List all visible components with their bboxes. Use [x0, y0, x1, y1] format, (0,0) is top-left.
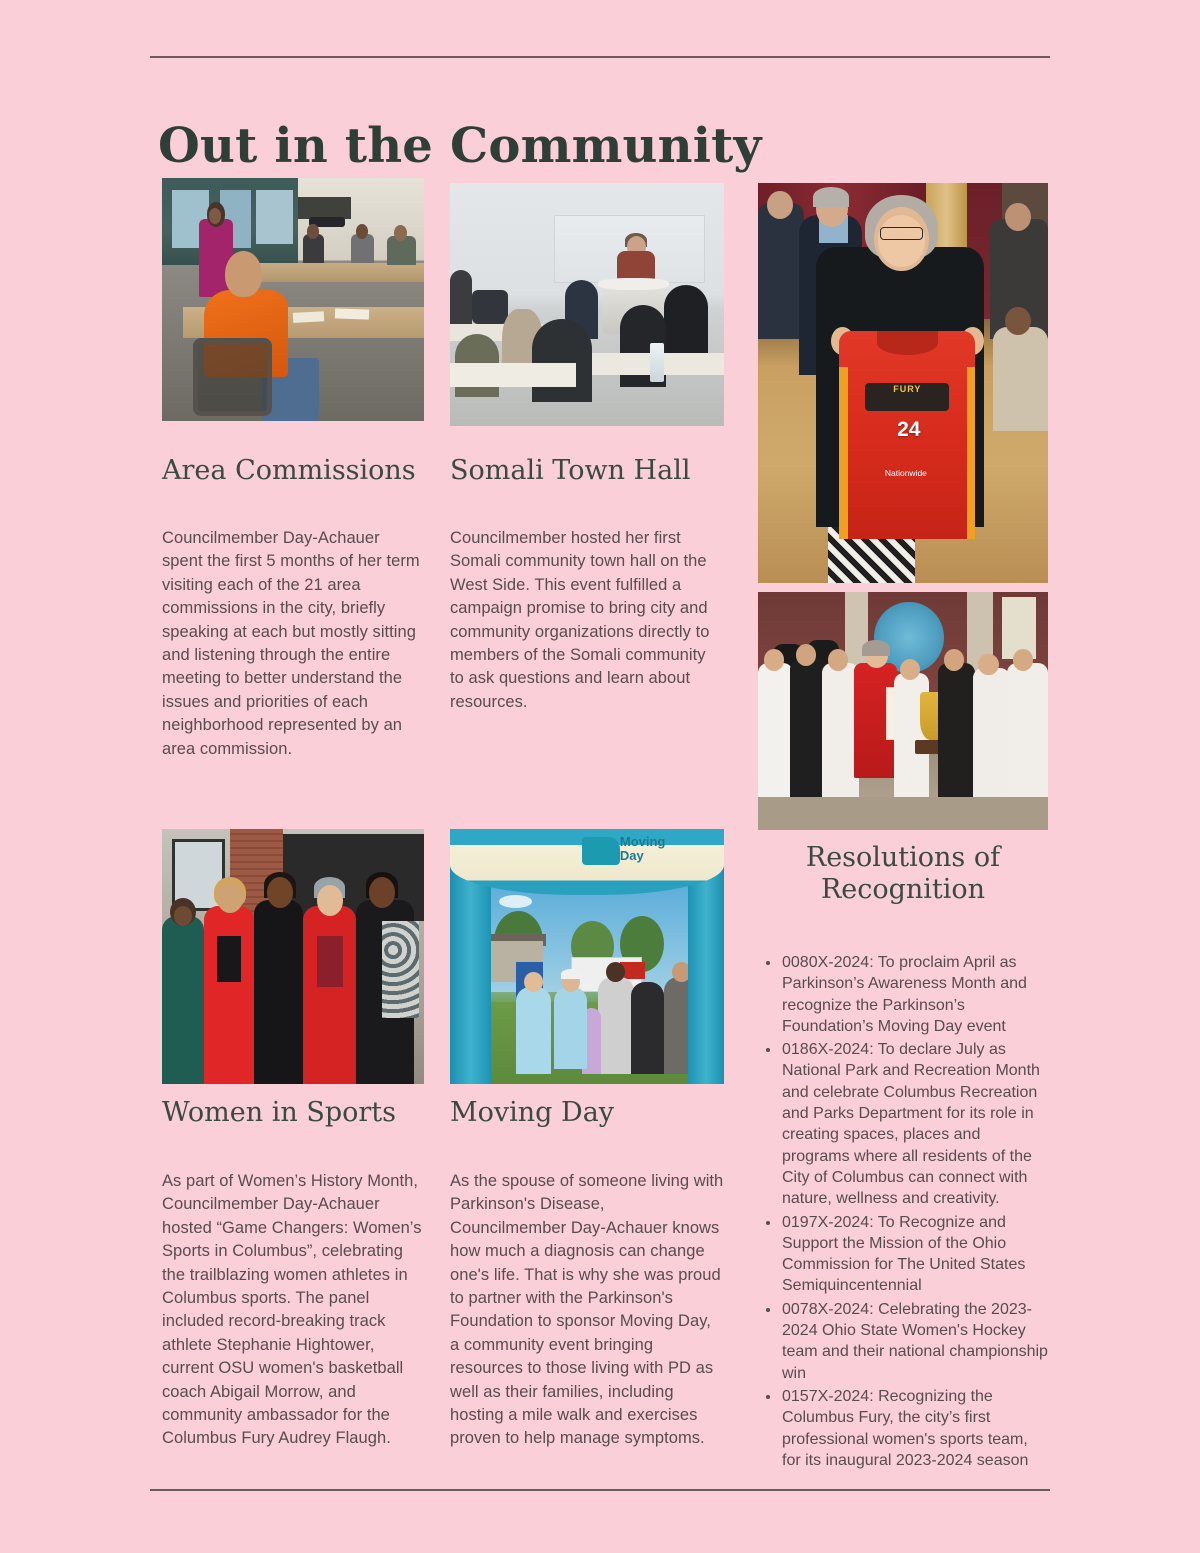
body-area-commissions: Councilmember Day-Achauer spent the first 5 months of her term visiting each of the 21 area commissions in the city, briefly speaking at each but mostly sitting and listening through the entire meeting to better understand the issues and priorities of each neighborhood represented by an area commission. — [162, 529, 420, 758]
photo-area-commissions-scene — [162, 178, 424, 421]
panelist-black-outfit — [254, 900, 304, 1084]
seated-person — [993, 327, 1048, 431]
paper-document — [293, 311, 325, 322]
moving-day-logo-icon — [582, 837, 620, 865]
list-item: 0080X-2024: To proclaim April as Parkinson’s Awareness Month and recognize the Parkinson’s Foundation’s Moving Day event — [780, 952, 1048, 1037]
heading-resolutions-line2: Recognition — [820, 874, 986, 906]
body-area-commissions-wrap — [162, 527, 424, 761]
photo-osu-hockey-team-scene — [758, 592, 1048, 830]
jersey-neckline — [877, 331, 938, 355]
event-attendee — [598, 977, 634, 1074]
section-women-in-sports — [162, 1097, 424, 1129]
jersey-sponsor-logo: Nationwide — [884, 468, 927, 478]
paper-document — [335, 309, 369, 320]
bystander-head — [767, 191, 793, 219]
councilmember-face — [878, 215, 924, 267]
page-title: Out in the Community — [158, 118, 762, 175]
conference-table-back — [241, 263, 424, 282]
councilmember-hair — [862, 640, 890, 657]
podium-top — [598, 278, 669, 290]
photo-moving-day-scene — [450, 829, 724, 1084]
panelist-graphic-tee — [217, 936, 241, 982]
panelist-teal-dress — [162, 916, 204, 1084]
resolutions-list — [758, 952, 1048, 1471]
photo-area-commissions — [162, 178, 424, 421]
panelist-head — [267, 877, 293, 908]
player-head — [944, 649, 964, 670]
photo-moving-day — [450, 829, 724, 1084]
photo-osu-hockey-team — [758, 592, 1048, 830]
player-head — [828, 649, 848, 670]
section-moving-day — [450, 1097, 724, 1129]
panelist-face — [174, 906, 192, 926]
jersey-stripe — [839, 367, 848, 539]
team-player — [1007, 663, 1048, 796]
list-item: 0186X-2024: To declare July as National Park and Recreation Month and celebrate Columbus Recreation and Parks Department for its role in creating spaces, places and programs where all residents of the City of Columbus can connect with nature, wellness and creativity. — [780, 1039, 1048, 1209]
attendee-head — [394, 225, 407, 241]
photo-women-in-sports-scene — [162, 829, 424, 1084]
event-attendee — [631, 982, 664, 1074]
section-area-commissions — [162, 455, 424, 487]
panelist-patterned-cardigan — [382, 921, 419, 1018]
top-divider-rule — [150, 56, 1050, 58]
body-moving-day: As the spouse of someone living with Parkinson's Disease, Councilmember Day-Achauer knows how much a diagnosis can change one's life. That is why she was proud to partner with the Parkinson's Foundation to sponsor Moving Day, a community event bringing resources to those living with PD as well as their families, including hosting a mile walk and exercises proven to help manage symptoms. — [450, 1172, 724, 1448]
attendee-head — [356, 224, 368, 239]
bystander — [758, 203, 804, 339]
section-resolutions — [758, 842, 1048, 907]
audience-member — [450, 270, 472, 323]
jersey-stripe — [967, 367, 976, 539]
panelist-red-suit — [204, 906, 254, 1085]
photo-women-in-sports — [162, 829, 424, 1084]
photo-fury-jersey — [758, 183, 1048, 583]
team-player — [938, 663, 976, 796]
team-player — [973, 668, 1011, 797]
team-player — [758, 663, 793, 796]
player-head — [796, 644, 816, 665]
list-item: 0197X-2024: To Recognize and Support the Mission of the Ohio Commission for The United States Semiquincentennial — [780, 1212, 1048, 1297]
water-bottle — [650, 343, 664, 382]
resolutions-list-wrap — [758, 952, 1048, 1473]
heading-resolutions-line1: Resolutions of — [805, 842, 1001, 873]
panelist-head — [369, 877, 395, 908]
councilmember-patterned-top — [317, 936, 343, 987]
fury-team-logo: FURY — [865, 383, 949, 411]
section-somali-town-hall — [450, 455, 724, 487]
baseball-cap — [561, 969, 582, 979]
bottom-divider-rule — [150, 1489, 1050, 1491]
chair-back — [472, 290, 508, 324]
body-women-in-sports: As part of Women’s History Month, Councilmember Day-Achauer hosted “Game Changers: Women’s Sports in Columbus”, celebrating the trailblazing women athletes in Columbus sports. The panel included record-breaking track athlete Stephanie Hightower, current OSU women's basketball coach Abigail Morrow, and community ambassador for the Columbus Fury Audrey Flaugh. — [162, 1172, 422, 1448]
heading-moving-day: Moving Day — [450, 1097, 615, 1128]
list-item: 0078X-2024: Celebrating the 2023-2024 Ohio State Women's Hockey team and their national championship win — [780, 1299, 1048, 1384]
moving-day-arch-text: Moving Day — [619, 834, 666, 864]
photo-fury-jersey-scene — [758, 183, 1048, 583]
heading-women-in-sports: Women in Sports — [162, 1097, 396, 1128]
photo-somali-town-hall-scene — [450, 183, 724, 426]
volunteer-blue-shirt — [516, 987, 552, 1074]
eyeglasses-icon — [880, 227, 924, 240]
player-head — [1013, 649, 1033, 670]
councilmember-red-blazer — [303, 906, 355, 1085]
heading-area-commissions: Area Commissions — [162, 455, 416, 486]
audience-member — [532, 319, 592, 402]
foreground-man-head — [225, 251, 262, 297]
body-moving-day-wrap — [450, 1170, 724, 1451]
window-pane — [256, 190, 293, 243]
classroom-desk — [450, 363, 576, 387]
heading-somali-town-hall: Somali Town Hall — [450, 455, 691, 486]
player-head — [978, 654, 998, 675]
volunteer-blue-shirt — [554, 987, 587, 1069]
audience-member — [664, 285, 708, 363]
attendee-head — [307, 224, 319, 239]
office-chair — [193, 338, 272, 416]
jersey-number: 24 — [897, 418, 921, 441]
background-person-head — [1005, 203, 1031, 231]
councilmember-head — [317, 885, 343, 916]
bystander-hair — [813, 187, 849, 207]
body-somali-town-hall: Councilmember hosted her first Somali community town hall on the West Side. This event fulfilled a campaign promise to bring city and community organizations directly to members of the Somali community to ask questions and learn about resources. — [450, 529, 710, 711]
panelist-head — [217, 883, 243, 914]
photo-somali-town-hall — [450, 183, 724, 426]
body-women-in-sports-wrap — [162, 1170, 424, 1451]
seated-person-head — [1005, 307, 1031, 335]
body-somali-town-hall-wrap — [450, 527, 724, 714]
floor — [758, 797, 1048, 830]
list-item: 0157X-2024: Recognizing the Columbus Fury, the city’s first professional women's sports team, for its inaugural 2023-2024 season — [780, 1386, 1048, 1471]
player-head — [764, 649, 784, 670]
